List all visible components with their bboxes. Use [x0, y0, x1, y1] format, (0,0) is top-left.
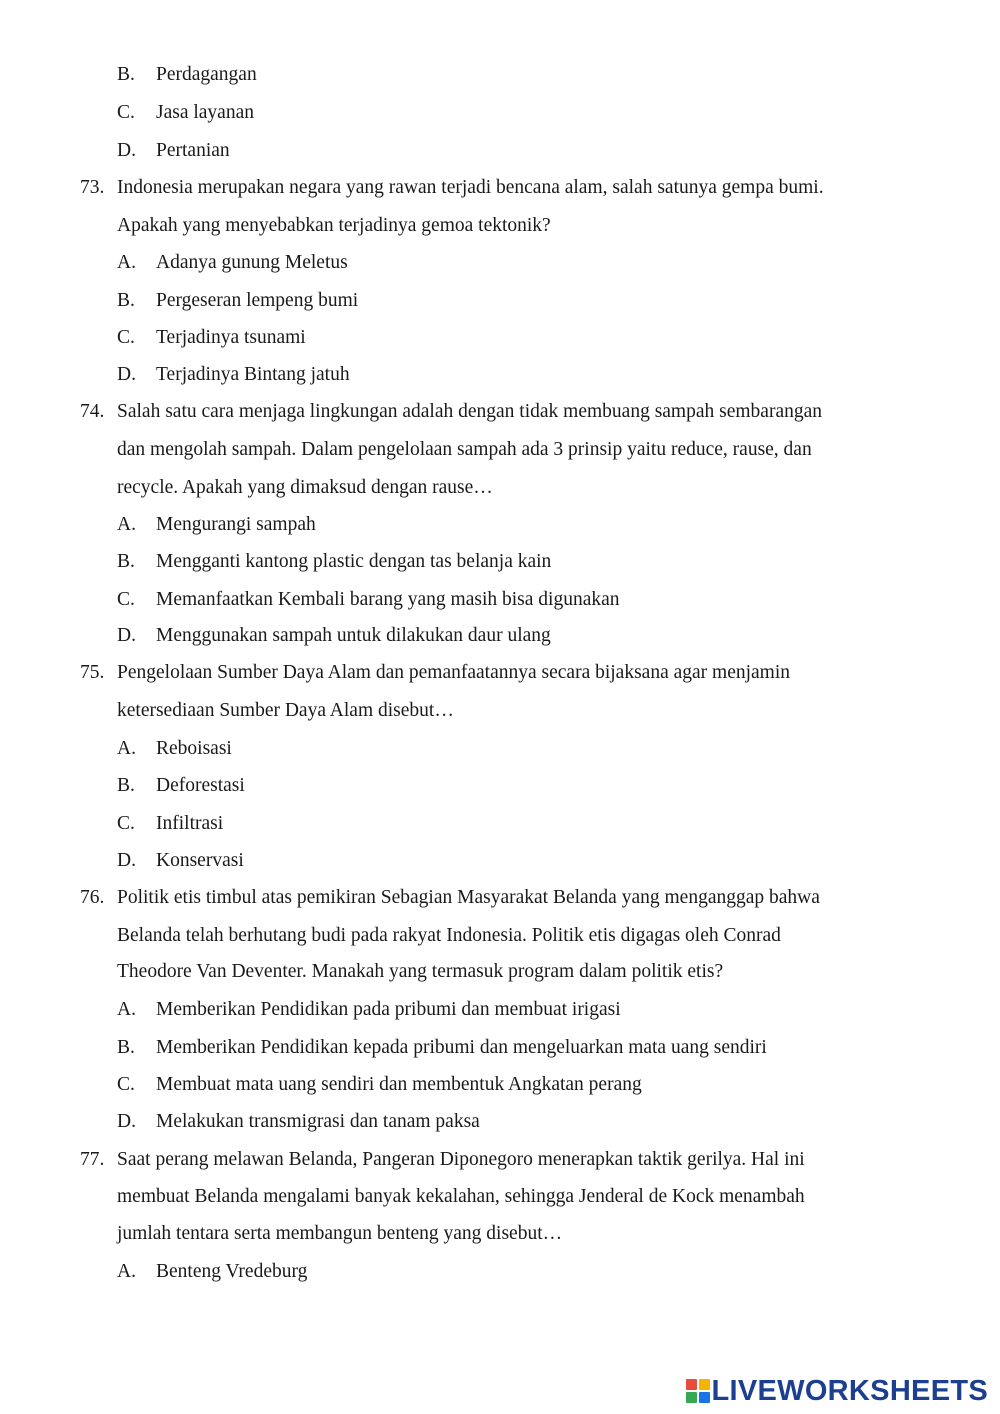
option-letter: B. [117, 64, 135, 85]
option-text: Jasa layanan [156, 102, 254, 123]
option-letter: B. [117, 551, 135, 572]
option-letter: C. [117, 589, 135, 610]
option-text: Mengurangi sampah [156, 514, 316, 535]
option-letter: D. [117, 625, 136, 646]
question-text: Apakah yang menyebabkan terjadinya gemoa tektonik? [117, 215, 551, 236]
question-text: Indonesia merupakan negara yang rawan terjadi bencana alam, salah satunya gempa bumi. [117, 177, 824, 198]
option-text: Konservasi [156, 850, 244, 871]
option-letter: D. [117, 850, 136, 871]
question-text: Saat perang melawan Belanda, Pangeran Diponegoro menerapkan taktik gerilya. Hal ini [117, 1149, 805, 1170]
option-text: Perdagangan [156, 64, 257, 85]
option-text: Deforestasi [156, 775, 245, 796]
option-letter: A. [117, 738, 136, 759]
option-letter: C. [117, 327, 135, 348]
option-letter: A. [117, 514, 136, 535]
option-text: Adanya gunung Meletus [156, 252, 348, 273]
question-text: Belanda telah berhutang budi pada rakyat Indonesia. Politik etis digagas oleh Conrad [117, 925, 781, 946]
option-letter: C. [117, 102, 135, 123]
question-text: jumlah tentara serta membangun benteng yang disebut… [117, 1223, 563, 1244]
question-number: 76. [80, 887, 105, 908]
option-text: Terjadinya Bintang jatuh [156, 364, 350, 385]
option-text: Menggunakan sampah untuk dilakukan daur ulang [156, 625, 551, 646]
brand-text: LIVEWORKSHEETS [711, 1374, 988, 1407]
question-text: Politik etis timbul atas pemikiran Sebagian Masyarakat Belanda yang menganggap bahwa [117, 887, 820, 908]
option-text: Memberikan Pendidikan kepada pribumi dan mengeluarkan mata uang sendiri [156, 1037, 767, 1058]
option-text: Benteng Vredeburg [156, 1261, 308, 1282]
option-letter: B. [117, 775, 135, 796]
option-text: Memberikan Pendidikan pada pribumi dan membuat irigasi [156, 999, 621, 1020]
question-text: Pengelolaan Sumber Daya Alam dan pemanfaatannya secara bijaksana agar menjamin [117, 662, 791, 683]
option-letter: D. [117, 1111, 136, 1132]
option-text: Pertanian [156, 140, 230, 161]
option-text: Terjadinya tsunami [156, 327, 306, 348]
option-text: Membuat mata uang sendiri dan membentuk Angkatan perang [156, 1074, 642, 1095]
question-number: 77. [80, 1149, 105, 1170]
question-text: Theodore Van Deventer. Manakah yang termasuk program dalam politik etis? [117, 961, 724, 982]
option-letter: D. [117, 140, 136, 161]
option-letter: B. [117, 1037, 135, 1058]
liveworksheets-logo-icon [686, 1379, 710, 1403]
option-letter: B. [117, 290, 135, 311]
liveworksheets-brand [686, 1374, 989, 1408]
option-letter: C. [117, 813, 135, 834]
question-text: dan mengolah sampah. Dalam pengelolaan sampah ada 3 prinsip yaitu reduce, rause, dan [117, 439, 812, 460]
option-text: Mengganti kantong plastic dengan tas belanja kain [156, 551, 552, 572]
question-number: 73. [80, 177, 105, 198]
option-letter: A. [117, 252, 136, 273]
option-text: Pergeseran lempeng bumi [156, 290, 359, 311]
option-text: Reboisasi [156, 738, 232, 759]
option-text: Infiltrasi [156, 813, 224, 834]
option-letter: A. [117, 999, 136, 1020]
option-letter: C. [117, 1074, 135, 1095]
option-text: Memanfaatkan Kembali barang yang masih bisa digunakan [156, 589, 620, 610]
question-text: recycle. Apakah yang dimaksud dengan rause… [117, 477, 493, 498]
question-text: Salah satu cara menjaga lingkungan adalah dengan tidak membuang sampah sembarangan [117, 401, 822, 422]
question-number: 75. [80, 662, 105, 683]
option-text: Melakukan transmigrasi dan tanam paksa [156, 1111, 480, 1132]
question-text: ketersediaan Sumber Daya Alam disebut… [117, 700, 454, 721]
option-letter: A. [117, 1261, 136, 1282]
question-number: 74. [80, 401, 105, 422]
option-letter: D. [117, 364, 136, 385]
question-text: membuat Belanda mengalami banyak kekalahan, sehingga Jenderal de Kock menambah [117, 1186, 805, 1207]
